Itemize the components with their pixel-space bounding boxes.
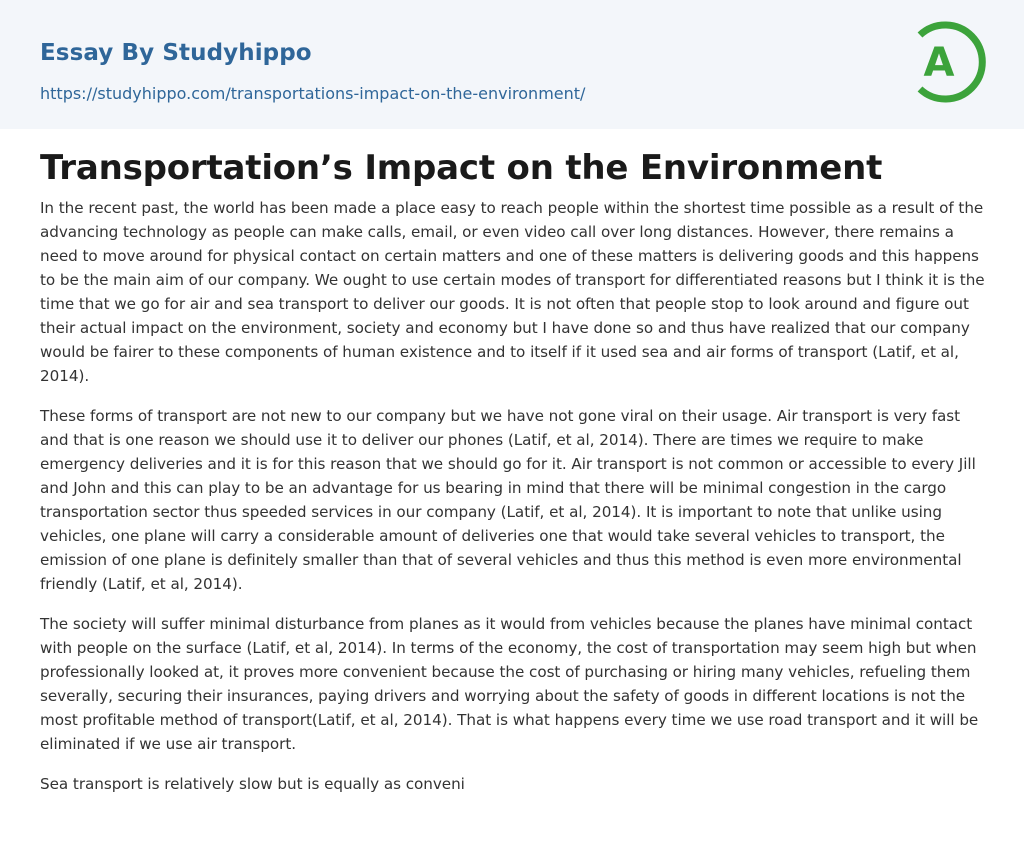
logo-svg bbox=[904, 18, 990, 106]
essay-url-link[interactable]: https://studyhippo.com/transportations-impact-on-the-environment/ bbox=[40, 84, 586, 103]
brand-title[interactable]: Essay By Studyhippo bbox=[40, 40, 312, 66]
essay-title: Transportation’s Impact on the Environment bbox=[40, 148, 883, 188]
essay-paragraph: In the recent past, the world has been made a place easy to reach people within the shortest time possible as a result of the advancing technology as people can make calls, email, or even video call over long distances. However, there remains a need to move around for physical contact on certain matters and one of these matters is delivering goods and this happens to be the main aim of our company. We ought to use certain modes of transport for differentiated reasons but I think it is the time that we go for air and sea transport to deliver our goods. It is not often that people stop to look around and figure out their actual impact on the environment, society and economy but I have done so and thus have realized that our company would be fairer to these components of human existence and to itself if it used sea and air forms of transport (Latif, et al, 2014). bbox=[40, 199, 985, 385]
essay-content bbox=[40, 144, 990, 812]
essay-paragraph-truncated: Sea transport is relatively slow but is equally as conveni bbox=[40, 775, 465, 793]
site-header bbox=[0, 0, 1024, 129]
studyhippo-a-logo-icon[interactable] bbox=[904, 18, 990, 106]
logo-letter: A bbox=[923, 40, 955, 86]
essay-paragraph: The society will suffer minimal disturbance from planes as it would from vehicles because the planes have minimal contact with people on the surface (Latif, et al, 2014). In terms of the economy, the cost of transportation may seem high but when professionally looked at, it proves more convenient because the cost of purchasing or hiring many vehicles, refueling them severally, securing their insurances, paying drivers and worrying about the safety of goods in different locations is not the most profitable method of transport(Latif, et al, 2014). That is what happens every time we use road transport and it will be eliminated if we use air transport. bbox=[40, 615, 979, 753]
essay-paragraph: These forms of transport are not new to our company but we have not gone viral on their usage. Air transport is very fast and that is one reason we should use it to deliver our phones (Latif, et al, 2014). There are times we require to make emergency deliveries and it is for this reason that we should go for it. Air transport is not common or accessible to every Jill and John and this can play to be an advantage for us bearing in mind that there will be minimal congestion in the cargo transportation sector thus speeded services in our company (Latif, et al, 2014). It is important to note that unlike using vehicles, one plane will carry a considerable amount of deliveries one that would take several vehicles to transport, the emission of one plane is definitely smaller than that of several vehicles and thus this method is even more environmental friendly (Latif, et al, 2014). bbox=[40, 407, 976, 593]
